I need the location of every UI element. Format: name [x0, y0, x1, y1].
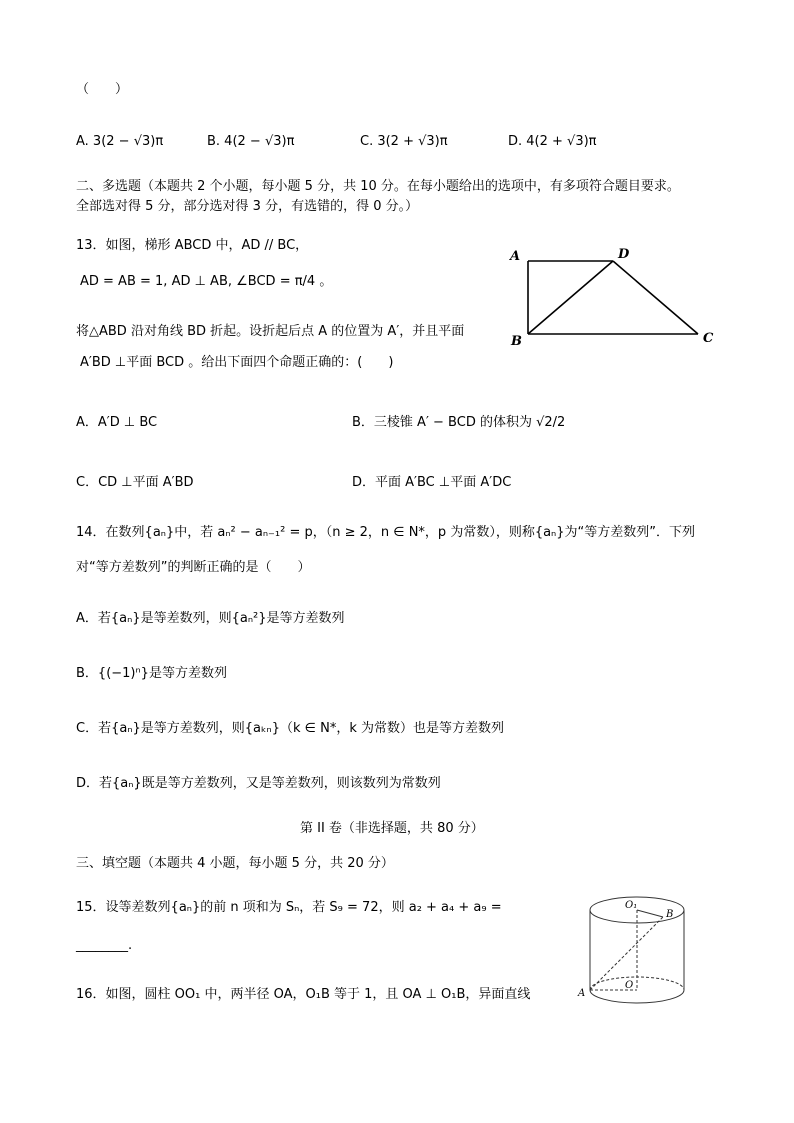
label-a: A — [510, 249, 521, 264]
q13-option-a: A．A′D ⊥ BC — [76, 415, 158, 430]
previous-question-answer-parens: （ ） — [76, 82, 129, 97]
q12-option-d: D. 4(2 + √3)π — [508, 134, 597, 149]
q16-stem: 16．如图，圆柱 OO₁ 中，两半径 OA，O₁B 等于 1，且 OA ⊥ O₁B，异面直线 — [76, 987, 531, 1002]
label-d: D — [618, 247, 630, 262]
section2-heading-line2: 全部选对得 5 分，部分选对得 3 分，有选错的，得 0 分。） — [76, 199, 419, 214]
q12-option-a: A. 3(2 − √3)π — [76, 134, 164, 149]
bottom-back-arc — [590, 977, 684, 990]
trapezoid-figure — [500, 246, 730, 346]
part2-heading: 第 II 卷（非选择题，共 80 分） — [300, 821, 484, 836]
cylinder-figure — [575, 890, 695, 1010]
q12-option-c: C. 3(2 + √3)π — [360, 134, 448, 149]
q14-option-c: C．若{aₙ}是等方差数列，则{aₖₙ}（k ∈ N*，k 为常数）也是等方差数列 — [76, 721, 504, 736]
label-b: B — [666, 909, 674, 920]
q13-stem-line2: AD = AB = 1, AD ⊥ AB, ∠BCD = π/4 。 — [80, 274, 333, 289]
q12-option-b: B. 4(2 − √3)π — [207, 134, 295, 149]
q15-stem: 15．设等差数列{aₙ}的前 n 项和为 Sₙ，若 S₉ = 72，则 a₂ + a₄ + a₉ = — [76, 900, 502, 915]
q14-option-b: B．{(−1)ⁿ}是等方差数列 — [76, 666, 227, 681]
q13-option-b: B．三棱锥 A′ − BCD 的体积为 √2/2 — [352, 415, 566, 430]
label-b: B — [511, 334, 522, 346]
diagonal-bd — [528, 261, 613, 334]
section2-heading-line1: 二、多选题（本题共 2 个小题，每小题 5 分，共 10 分。在每小题给出的选项中，有多项符合题目要求。 — [76, 179, 680, 194]
radius-o1b — [637, 910, 663, 917]
label-o1: O₁ — [625, 900, 638, 911]
q14-stem-line1: 14．在数列{aₙ}中，若 aₙ² − aₙ₋₁² = p，（n ≥ 2，n ∈ N*，p 为常数），则称{aₙ}为“等方差数列”．下列 — [76, 525, 695, 540]
q14-option-d: D．若{aₙ}既是等方差数列，又是等差数列，则该数列为常数列 — [76, 776, 441, 791]
q13-stem-line3: 将△ABD 沿对角线 BD 折起。设折起后点 A 的位置为 A′，并且平面 — [76, 324, 465, 339]
q15-answer-blank: ________. — [76, 938, 133, 953]
label-a: A — [578, 988, 586, 999]
q13-option-d: D．平面 A′BC ⊥平面 A′DC — [352, 475, 512, 490]
q14-stem-line2: 对“等方差数列”的判断正确的是（ ） — [76, 560, 311, 575]
q14-option-a: A．若{aₙ}是等差数列，则{aₙ²}是等方差数列 — [76, 611, 345, 626]
q13-option-c: C．CD ⊥平面 A′BD — [76, 475, 194, 490]
label-c: C — [703, 331, 714, 346]
q13-stem-line1: 13．如图，梯形 ABCD 中，AD // BC， — [76, 238, 309, 253]
q13-stem-line4: A′BD ⊥平面 BCD 。给出下面四个命题正确的：( ) — [80, 355, 394, 370]
edge-dc — [613, 261, 698, 334]
section3-heading: 三、填空题（本题共 4 小题，每小题 5 分，共 20 分） — [76, 856, 394, 871]
bottom-front-arc — [590, 990, 684, 1003]
label-o: O — [625, 980, 634, 991]
